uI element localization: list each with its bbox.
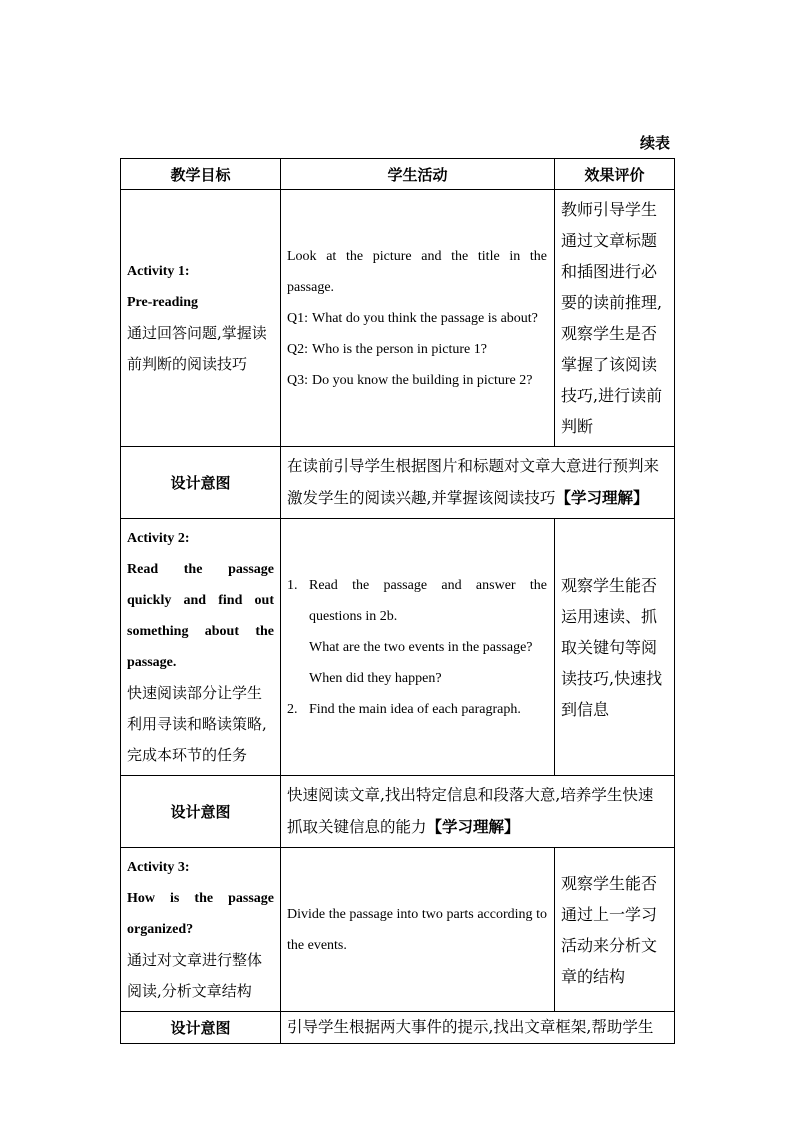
table-header-row: [121, 159, 675, 190]
goal-cell-3: [121, 848, 281, 1012]
question-text: Do you know the building in picture 2?: [312, 372, 533, 388]
goal-description: 快速阅读部分让学生利用寻读和略读策略,完成本环节的任务: [127, 684, 267, 764]
continued-label: 续表: [640, 134, 671, 152]
question-2: [287, 334, 547, 365]
item-number: 1.: [287, 577, 298, 593]
table-row-intent-1: [121, 447, 675, 519]
question-number: Q1:: [287, 310, 308, 326]
item-subquestion: When did they happen?: [309, 670, 442, 686]
activity-intro: Look at the picture and the title in the passage.: [287, 248, 547, 295]
table-row-activity-1: [121, 190, 675, 447]
goal-subtitle: Read the passage quickly and find out something about the passage.: [127, 562, 274, 670]
evaluation-cell-3: 观察学生能否通过上一学习活动来分析文章的结构: [555, 848, 675, 1012]
activity-text: Divide the passage into two parts according to the events.: [287, 906, 547, 953]
intent-text: 在读前引导学生根据图片和标题对文章大意进行预判来激发学生的阅读兴趣,并掌握该阅读技巧: [287, 457, 660, 507]
intent-tag: 【学习理解】: [426, 817, 520, 836]
question-text: Who is the person in picture 1?: [312, 341, 487, 357]
question-1: [287, 303, 547, 334]
goal-title: Activity 2:: [127, 531, 190, 546]
question-text: What do you think the passage is about?: [312, 310, 538, 326]
goal-title: Activity 1:: [127, 264, 190, 279]
intent-text: 快速阅读文章,找出特定信息和段落大意,培养学生快速抓取关键信息的能力: [287, 786, 654, 836]
goal-title: Activity 3:: [127, 860, 190, 875]
intent-label: 设计意图: [121, 776, 281, 848]
table-row-intent-2: [121, 776, 675, 848]
item-text: Find the main idea of each paragraph.: [309, 701, 521, 717]
goal-cell-1: [121, 190, 281, 447]
question-number: Q3:: [287, 372, 308, 388]
lesson-plan-table: [120, 158, 675, 1044]
goal-description: 通过对文章进行整体阅读,分析文章结构: [127, 951, 263, 1000]
intent-label: 设计意图: [121, 447, 281, 519]
header-goal: 教学目标: [121, 159, 281, 190]
header-evaluation: 效果评价: [555, 159, 675, 190]
goal-description: 通过回答问题,掌握读前判断的阅读技巧: [127, 324, 267, 373]
table-row-activity-2: [121, 519, 675, 776]
table-row-intent-3: [121, 1012, 675, 1044]
list-item: [287, 694, 547, 725]
question-3: [287, 365, 547, 396]
item-text: Read the passage and answer the questions in 2b.: [309, 577, 547, 624]
intent-cell-3: 引导学生根据两大事件的提示,找出文章框架,帮助学生: [281, 1012, 675, 1044]
activity-cell-1: [281, 190, 555, 447]
evaluation-cell-2: 观察学生能否运用速读、抓取关键句等阅读技巧,快速找到信息: [555, 519, 675, 776]
evaluation-cell-1: 教师引导学生通过文章标题和插图进行必要的读前推理,观察学生是否掌握了该阅读技巧,进行读前判断: [555, 190, 675, 447]
intent-cell-1: [281, 447, 675, 519]
item-body: [309, 570, 547, 694]
goal-cell-2: [121, 519, 281, 776]
item-number: 2.: [287, 701, 298, 717]
item-subquestion: What are the two events in the passage?: [309, 639, 533, 655]
list-item: [287, 570, 547, 694]
goal-subtitle: How is the passage organized?: [127, 891, 274, 937]
activity-list: [287, 570, 547, 725]
question-number: Q2:: [287, 341, 308, 357]
intent-cell-2: [281, 776, 675, 848]
table-row-activity-3: [121, 848, 675, 1012]
activity-cell-2: [281, 519, 555, 776]
intent-tag: 【学习理解】: [555, 488, 649, 507]
intent-label: 设计意图: [121, 1012, 281, 1044]
goal-subtitle: Pre-reading: [127, 295, 199, 310]
header-activity: 学生活动: [281, 159, 555, 190]
activity-cell-3: [281, 848, 555, 1012]
